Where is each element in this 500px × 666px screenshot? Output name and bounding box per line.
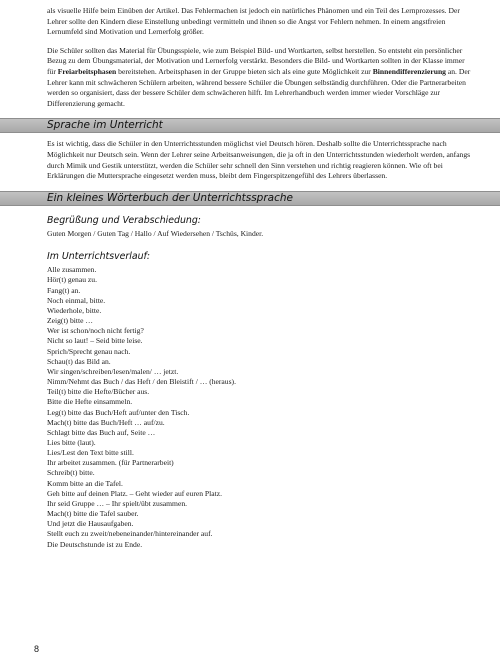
phrase-item: Ihr arbeitet zusammen. (für Partnerarbeit) [47,458,174,468]
phrase-item: Bitte die Hefte einsammeln. [47,397,133,407]
section-heading-sprache: Sprache im Unterricht [0,118,500,133]
material-bold-binnen: Binnendifferenzierung [372,66,446,76]
phrase-item: Komm bitte an die Tafel. [47,478,123,488]
phrase-item: Stellt euch zu zweit/nebeneinander/hintereinander auf. [47,529,213,539]
phrase-item: Ihr seid Gruppe … – Ihr spielt/übt zusammen. [47,498,188,508]
phrase-item: Hör(t) genau zu. [47,275,97,285]
material-bold-freiarbeit: Freiarbeitsphasen [57,66,117,76]
material-paragraph [47,46,471,110]
phrase-item: Noch einmal, bitte. [47,295,106,305]
page-content [47,6,471,550]
phrase-item: Nicht so laut! – Seid bitte leise. [47,336,143,346]
phrase-item: Leg(t) bitte das Buch/Heft auf/unter den Tisch. [47,407,190,417]
phrase-list [47,265,471,549]
phrase-item: Alle zusammen. [47,265,97,275]
phrase-item: Nimm/Nehmt das Buch / das Heft / den Bleistift / … (heraus). [47,377,236,387]
material-text-c: bereitstehen. Arbeitsphasen in der Gruppe bieten sich als eine gute Möglichkeit zur [116,66,373,76]
intro-paragraph: als visuelle Hilfe beim Einüben der Artikel. Das Fehlermachen ist jedoch ein natürliches Phänomen und ein Teil des Lernprozesses. Der Lehrer sollte den Kindern diese Einstellung unbedingt vermitteln und ihnen so die Angst vor Fehlern nehmen. In einem angstfreien Lernumfeld sind Motivation und Lernerfolg größer. [47,6,460,37]
phrase-item: Lies bitte (laut). [47,437,96,447]
subheading-begruessung: Begrüßung und Verabschiedung: [47,214,201,226]
phrase-item: Fang(t) an. [47,285,81,295]
page-number: 8 [34,644,40,654]
phrase-item: Schau(t) das Bild an. [47,356,111,366]
material-text-d: an. Der Lehrer kann mit schwächeren Schülern arbeiten, während bessere Schüler die Übungen selbständig durchführen. Oder die Partnerarbeiten werden so organisiert, dass der bessere Schüler dem schwächeren hilft. Im Lehrerhandbuch werden immer wieder Vorschläge zur Differenzierung gemacht. [47,66,471,108]
phrase-item: Schlagt bitte das Buch auf, Seite … [47,427,156,437]
phrase-item: Geh bitte auf deinen Platz. – Geht wieder auf euren Platz. [47,488,223,498]
phrase-item: Lies/Lest den Text bitte still. [47,448,134,458]
sprache-paragraph: Es ist wichtig, dass die Schüler in den Unterrichtsstunden möglichst viel Deutsch hören. Deshalb sollte die Unterrichtssprache nach Möglichkeit nur Deutsch sein. Wenn der Lehrer seine Arbeitsanweisungen, die ja oft in den Unterrichtsstunden wiederholt werden, anfangs durch Mimik und Gestik unterstützt, werden die Schüler sehr schnell den Sinn verstehen und richtig reagieren können. Wie oft bei Erklärungen die Muttersprache eingesetzt werden muss, bleibt dem Fingerspitzengefühl des Lehrers überlassen. [47,139,471,181]
phrase-item: Sprich/Sprecht genau nach. [47,346,131,356]
phrase-item: Mach(t) bitte die Tafel sauber. [47,509,139,519]
phrase-item: Und jetzt die Hausaufgaben. [47,519,134,529]
phrase-item: Wer ist schon/noch nicht fertig? [47,326,144,336]
phrase-item: Die Deutschstunde ist zu Ende. [47,539,143,549]
phrase-item: Zeig(t) bitte … [47,316,93,326]
phrase-item: Teil(t) bitte die Hefte/Bücher aus. [47,387,150,397]
material-text-a: Die Schüler sollten das Material für Übungsspiele, wie zum Beispiel Bild- und Wortkarten, selbst herstellen. So entsteht ein persönlicher Bezug zu dem Übungsmaterial, der Motivation und Lernerfolg verstärkt. Besonders die Bild- und Wortkarten sollten in der Klasse immer für [47,45,465,76]
phrase-item: Wir singen/schreiben/lesen/malen/ … jetzt. [47,366,179,376]
greetings-line: Guten Morgen / Guten Tag / Hallo / Auf Wiedersehen / Tschüs, Kinder. [47,228,264,238]
phrase-item: Schreib(t) bitte. [47,468,95,478]
section-heading-woerterbuch: Ein kleines Wörterbuch der Unterrichtssprache [0,191,500,206]
phrase-item: Mach(t) bitte das Buch/Heft … auf/zu. [47,417,165,427]
phrase-item: Wiederhole, bitte. [47,305,102,315]
subheading-unterrichtsverlauf: Im Unterrichtsverlauf: [47,251,151,263]
